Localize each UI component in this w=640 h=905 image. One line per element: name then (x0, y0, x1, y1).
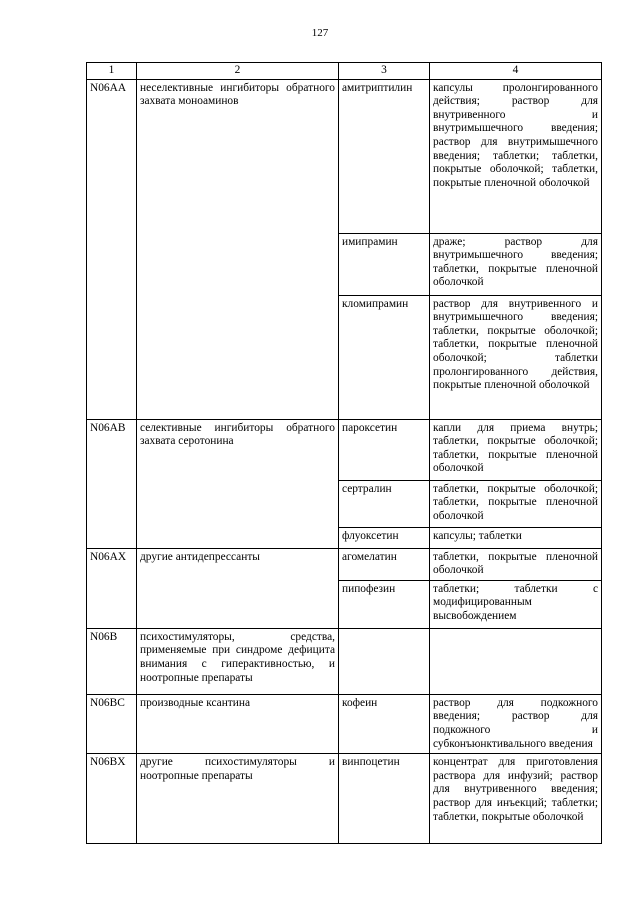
drug-name-cell: кофеин (339, 694, 430, 753)
column-header: 2 (137, 63, 339, 80)
group-name-cell: другие психостимуляторы и ноотропные препараты (137, 754, 339, 844)
atc-code-cell: N06AB (87, 419, 137, 548)
dosage-forms-cell: капсулы; таблетки (430, 527, 602, 548)
column-header: 3 (339, 63, 430, 80)
dosage-forms-cell: драже; раствор для внутримышечного введения; таблетки, покрытые пленочной оболочкой (430, 233, 602, 295)
drug-classification-table (86, 62, 602, 844)
dosage-forms-cell (430, 628, 602, 694)
dosage-forms-cell: концентрат для приготовления раствора для инфузий; раствор для внутривенного введения; раствор для инъекций; таблетки; таблетки, покрытые оболочкой (430, 754, 602, 844)
table-header-row (87, 63, 602, 80)
table-row (87, 79, 602, 233)
drug-name-cell: флуоксетин (339, 527, 430, 548)
group-name-cell: другие антидепрессанты (137, 548, 339, 628)
table-row (87, 419, 602, 480)
page-number: 127 (311, 27, 329, 39)
table-row (87, 548, 602, 580)
drug-name-cell: агомелатин (339, 548, 430, 580)
dosage-forms-cell: таблетки, покрытые пленочной оболочкой (430, 548, 602, 580)
drug-name-cell: сертралин (339, 480, 430, 527)
drug-name-cell: винпоцетин (339, 754, 430, 844)
group-name-cell: психостимуляторы, средства, применяемые при синдроме дефицита внимания с гиперактивностью, и ноотропные препараты (137, 628, 339, 694)
dosage-forms-cell: раствор для внутривенного и внутримышечного введения; таблетки, покрытые оболочкой; таблетки, покрытые пленочной оболочкой; таблетки пролонгированного действия, покрытые пленочной оболочкой (430, 295, 602, 419)
atc-code-cell: N06BC (87, 694, 137, 753)
group-name-cell: селективные ингибиторы обратного захвата серотонина (137, 419, 339, 548)
dosage-forms-cell: раствор для подкожного введения; раствор для подкожного и субконъюнктивального введения (430, 694, 602, 753)
group-name-cell: производные ксантина (137, 694, 339, 753)
atc-code-cell: N06BX (87, 754, 137, 844)
atc-code-cell: N06AX (87, 548, 137, 628)
drug-name-cell: имипрамин (339, 233, 430, 295)
drug-name-cell: кломипрамин (339, 295, 430, 419)
dosage-forms-cell: капсулы пролонгированного действия; раствор для внутривенного и внутримышечного введения; раствор для внутримышечного введения; таблетки; таблетки, покрытые оболочкой; таблетки, покрытые пленочной оболочкой (430, 79, 602, 233)
group-name-cell: неселективные ингибиторы обратного захвата моноаминов (137, 79, 339, 419)
table-row (87, 754, 602, 844)
dosage-forms-cell: таблетки, покрытые оболочкой; таблетки, покрытые пленочной оболочкой (430, 480, 602, 527)
atc-code-cell: N06B (87, 628, 137, 694)
drug-name-cell (339, 628, 430, 694)
table-row (87, 628, 602, 694)
table-row (87, 694, 602, 753)
atc-code-cell: N06AA (87, 79, 137, 419)
drug-name-cell: пароксетин (339, 419, 430, 480)
drug-name-cell: амитриптилин (339, 79, 430, 233)
drug-name-cell: пипофезин (339, 580, 430, 628)
dosage-forms-cell: таблетки; таблетки с модифицированным высвобождением (430, 580, 602, 628)
column-header: 1 (87, 63, 137, 80)
column-header: 4 (430, 63, 602, 80)
dosage-forms-cell: капли для приема внутрь; таблетки, покрытые оболочкой; таблетки, покрытые пленочной оболочкой (430, 419, 602, 480)
